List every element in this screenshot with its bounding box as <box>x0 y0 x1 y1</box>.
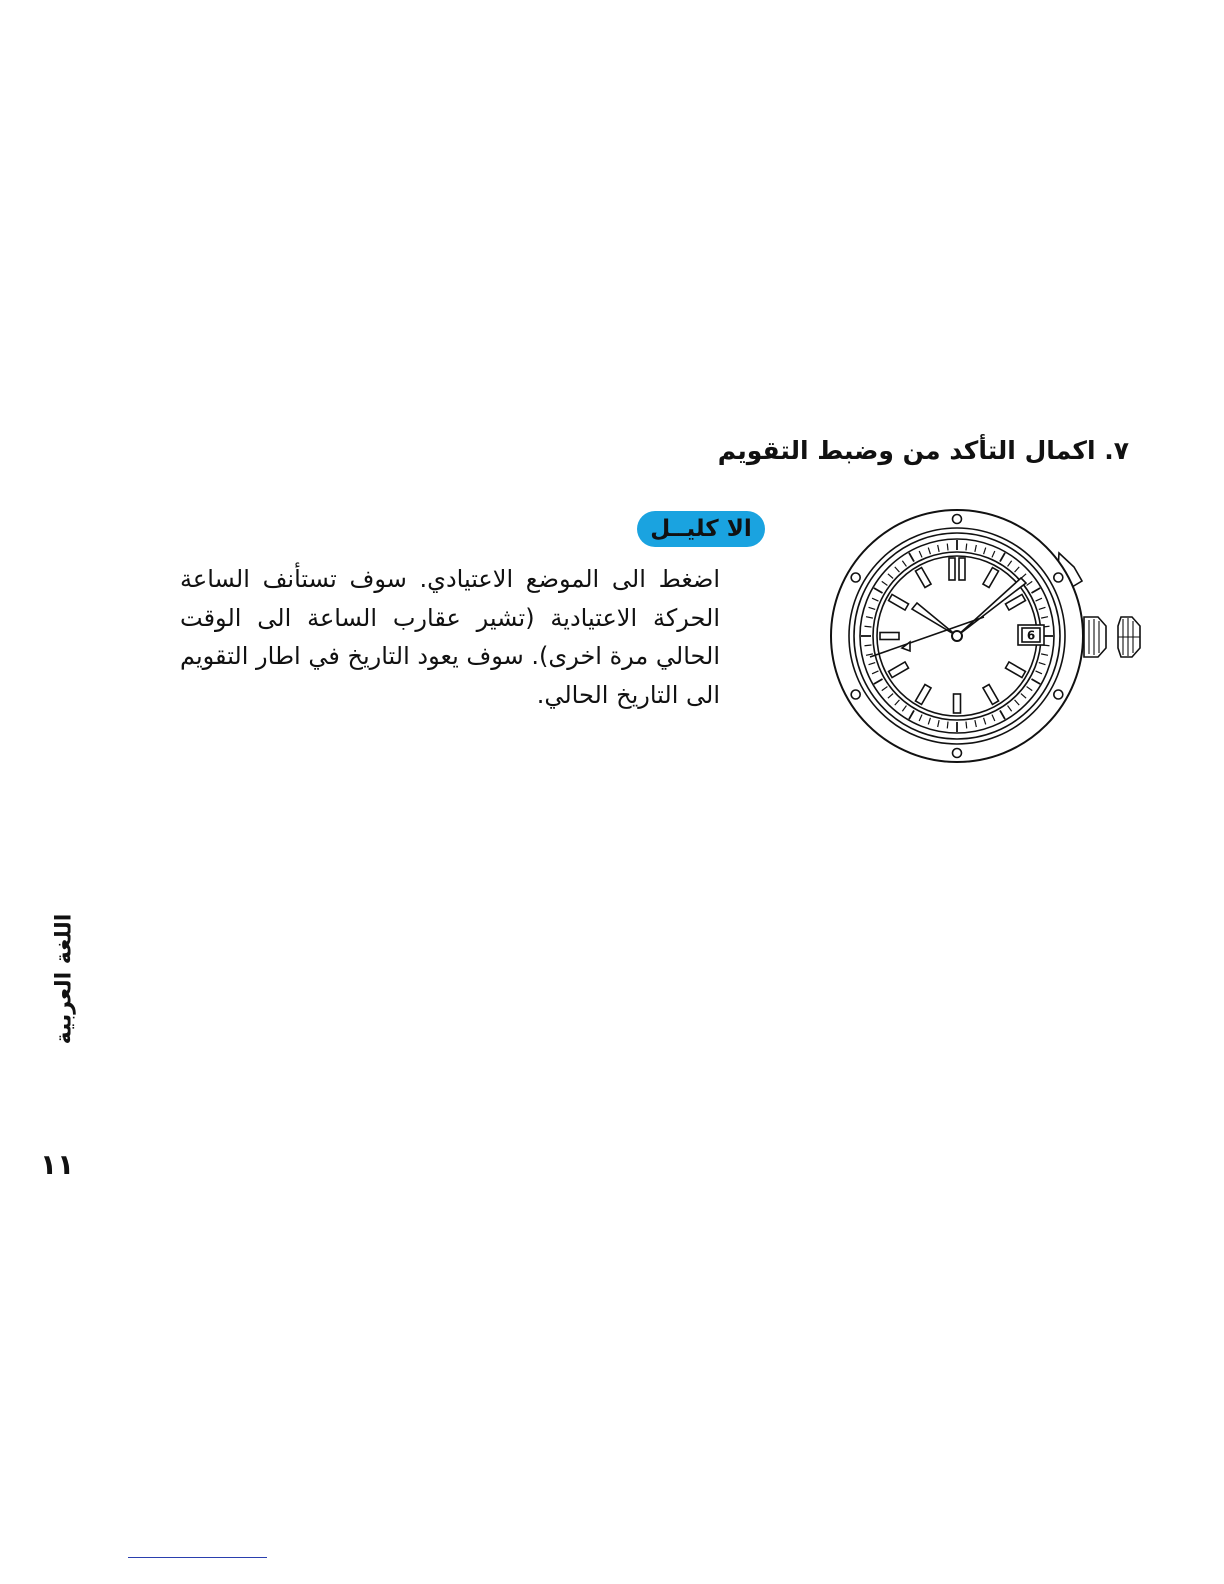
bezel-screw <box>851 690 860 699</box>
bezel-screw <box>851 573 860 582</box>
instructions-paragraph: اضغط الى الموضع الاعتيادي. سوف تستأنف الساعة الحركة الاعتيادية (تشير عقارب الساعة الى الوقت الحالي مرة اخرى). سوف يعود التاريخ في اطار التقويم الى التاريخ الحالي. <box>180 565 720 709</box>
minute-tick <box>865 626 872 627</box>
minute-tick <box>865 645 872 646</box>
minute-tick <box>966 544 967 551</box>
footer-divider <box>128 1557 267 1558</box>
language-side-label: اللغة العربية <box>51 913 77 1045</box>
hour-marker <box>880 633 899 640</box>
step-title: ٧. اكمال التأكد من وضبط التقويم <box>717 436 1129 465</box>
page-number: ١١ <box>40 1148 75 1181</box>
bezel-screw <box>1054 690 1063 699</box>
minute-tick <box>947 544 948 551</box>
hour-marker <box>954 694 961 713</box>
bezel-screw <box>1054 573 1063 582</box>
center-pin <box>952 631 962 641</box>
watch-illustration <box>826 505 1146 767</box>
date-window-number: 6 <box>1026 628 1036 643</box>
bezel-screw <box>953 749 962 758</box>
bezel-screw <box>953 515 962 524</box>
minute-tick <box>947 722 948 729</box>
crown-guard <box>1084 617 1106 657</box>
minute-tick <box>966 722 967 729</box>
crown-badge: الا كليــل <box>637 511 765 547</box>
